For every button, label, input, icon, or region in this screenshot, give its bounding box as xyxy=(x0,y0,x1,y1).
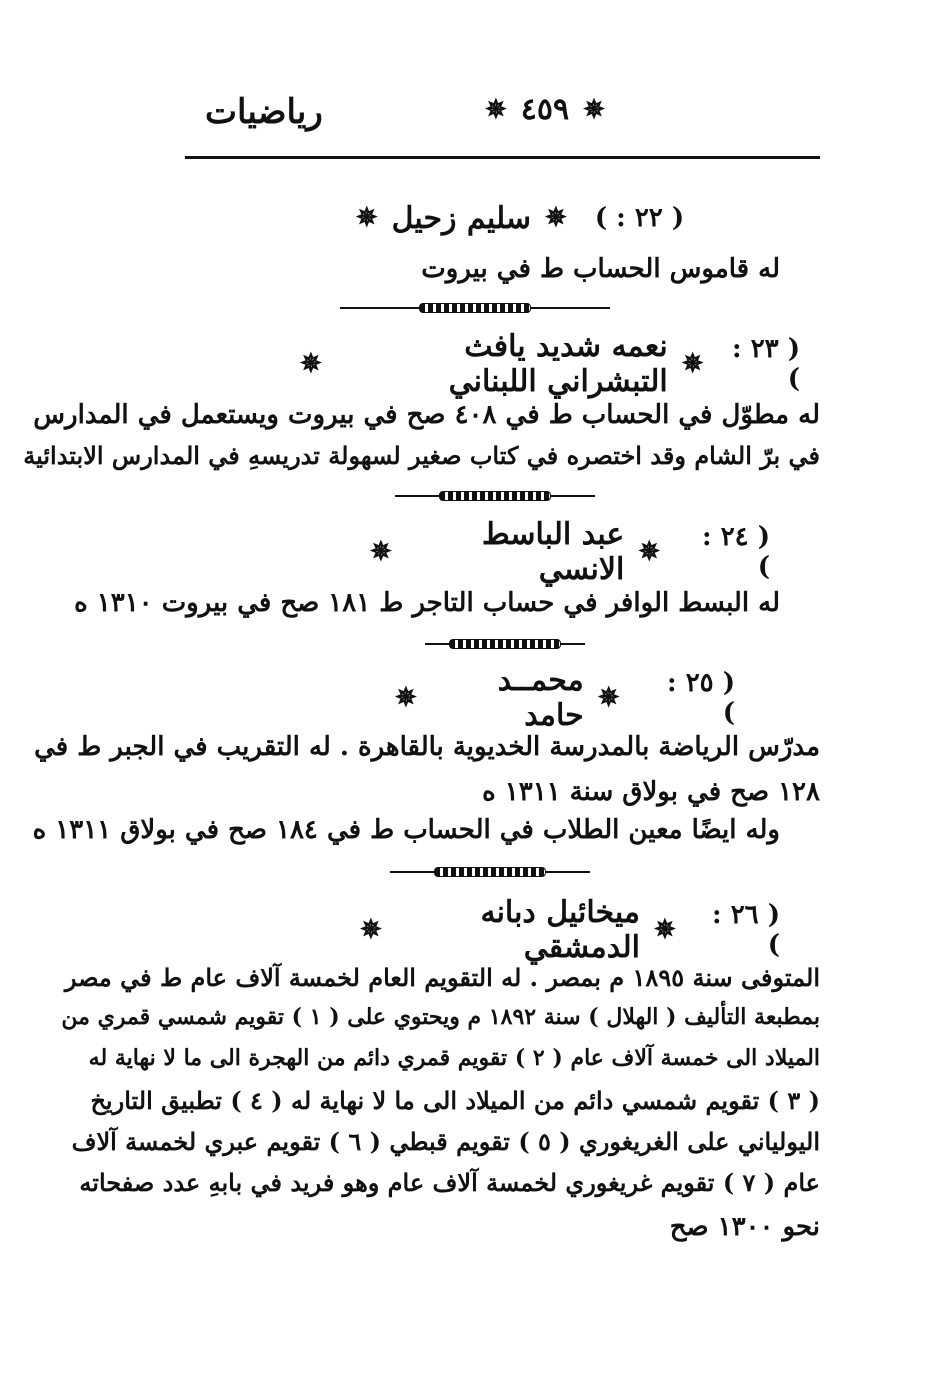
entry-number: ( ٢٢ : ) xyxy=(594,203,685,233)
page-number-group xyxy=(485,92,605,127)
entry-text-line: ( ٣ ) تقويم شمسي دائم من الميلاد الى ما لا نهاية له ( ٤ ) تطبيق التاريخ xyxy=(90,1086,820,1115)
entry-heading xyxy=(395,663,735,733)
ornamental-divider xyxy=(395,491,595,501)
entry-text-line: له قاموس الحساب ط في بيروت xyxy=(421,254,780,284)
header-rule xyxy=(185,156,820,159)
ornament-star-icon: ✵ xyxy=(370,537,392,567)
entry-text-line: نحو ١٣٠٠ صح xyxy=(669,1212,820,1242)
entry-name: ميخائيل دبانه الدمشقي xyxy=(480,895,640,965)
ornament-star-icon: ✵ xyxy=(300,349,322,379)
entry-text-line: عام ( ٧ ) تقويم غريغوري لخمسة آلاف عام وهو فريد في بابهِ عدد صفحاته xyxy=(79,1168,820,1197)
entry-text-line: له البسط الوافر في حساب التاجر ط ١٨١ صح في بيروت ١٣١٠ ه xyxy=(74,588,780,618)
ornament-star-icon: ✵ xyxy=(485,94,507,125)
ornament-star-icon: ✵ xyxy=(395,683,417,713)
entry-name: نعمه شديد يافث التبشراني اللبناني xyxy=(448,329,668,399)
ornament-star-icon: ✵ xyxy=(545,203,567,233)
ornamental-divider xyxy=(340,303,610,313)
entry-text-line: اليولياني على الغريغوري ( ٥ ) تقويم قبطي ( ٦ ) تقويم عبري لخمسة آلاف xyxy=(71,1127,820,1156)
entry-number: ( ٢٤ : ) xyxy=(702,522,770,582)
entry-text-line: له مطوّل في الحساب ط في ٤٠٨ صح في بيروت ويستعمل في المدارس xyxy=(33,400,820,430)
entry-name: محمــد حامد xyxy=(497,663,584,733)
entry-number: ( ٢٦ : ) xyxy=(712,900,780,960)
entry-heading xyxy=(370,517,770,587)
section-title: رياضيات xyxy=(205,92,323,132)
entry-text-line: المتوفى سنة ١٨٩٥ م بمصر . له التقويم العام لخمسة آلاف عام ط في مصر xyxy=(64,963,820,992)
ornament-star-icon: ✵ xyxy=(681,349,704,379)
entry-heading xyxy=(360,895,780,965)
ornament-star-icon: ✵ xyxy=(653,915,676,945)
entry-name: عبد الباسط الانسي xyxy=(481,517,625,587)
entry-text-line: مدرّس الرياضة بالمدرسة الخديوية بالقاهرة . له التقريب في الجبر ط في xyxy=(34,732,820,762)
entry-number: ( ٢٣ : ) xyxy=(732,334,800,394)
ornamental-divider xyxy=(390,867,590,877)
entry-number: ( ٢٥ : ) xyxy=(667,668,735,728)
entry-text-line: الميلاد الى خمسة آلاف عام ( ٢ ) تقويم قمري دائم من الهجرة الى ما لا نهاية له xyxy=(88,1045,820,1071)
ornament-star-icon: ✵ xyxy=(597,683,620,713)
running-header xyxy=(180,92,820,142)
ornamental-divider xyxy=(425,639,585,649)
ornament-star-icon: ✵ xyxy=(355,203,378,233)
entry-text-line: في برّ الشام وقد اختصره في كتاب صغير لسهولة تدريسهِ في المدارس الابتدائية xyxy=(23,441,820,470)
entry-text-line: بمطبعة التأليف ( الهلال ) سنة ١٨٩٢ م ويحتوي على ( ١ ) تقويم شمسي قمري من xyxy=(61,1004,820,1030)
entry-name: سليم زحيل xyxy=(391,200,532,236)
entry-heading xyxy=(240,196,800,240)
entry-heading xyxy=(300,329,800,399)
entry-text-line: ١٢٨ صح في بولاق سنة ١٣١١ ه xyxy=(482,777,820,807)
ornament-star-icon: ✵ xyxy=(638,537,661,567)
ornament-star-icon: ✵ xyxy=(360,915,382,945)
ornament-star-icon: ✵ xyxy=(583,94,605,125)
page-number: ٤٥٩ xyxy=(520,92,570,127)
entry-text-line: وله ايضًا معين الطلاب في الحساب ط في ١٨٤ صح في بولاق ١٣١١ ه xyxy=(32,815,780,845)
